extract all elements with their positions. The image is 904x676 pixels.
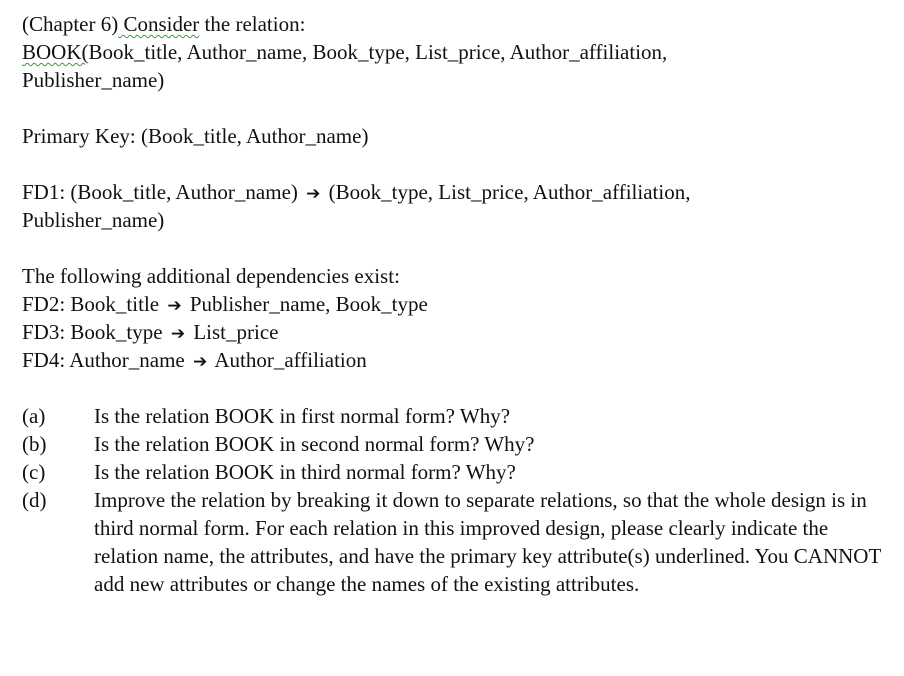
question-item-b (22, 430, 892, 458)
fd2-right: Publisher_name, Book_type (189, 292, 428, 316)
spacer (22, 374, 892, 402)
document-body (22, 10, 892, 598)
intro-line-3: Publisher_name) (22, 68, 165, 92)
fd4-left: FD4: Author_name (22, 348, 185, 372)
question-text: Is the relation BOOK in third normal form? Why? (94, 460, 516, 484)
spellcheck-word-consider: Consider (118, 12, 200, 36)
additional-heading: The following additional dependencies exist: (22, 264, 400, 288)
fd1-right: (Book_type, List_price, Author_affiliation, (328, 180, 691, 204)
chapter-ref: (Chapter 6) (22, 12, 119, 36)
intro-line-1-suffix: the relation: (199, 12, 306, 36)
fd1-line-2: Publisher_name) (22, 208, 165, 232)
arrow-right-icon: ➔ (167, 296, 182, 316)
spellcheck-word-book: BOOK( (22, 40, 89, 64)
question-label: (a) (22, 404, 46, 428)
fd1-line-1 (22, 178, 892, 206)
spacer (22, 234, 892, 262)
fd3-left: FD3: Book_type (22, 320, 163, 344)
fd4-right: Author_affiliation (214, 348, 367, 372)
spacer (22, 150, 892, 178)
fd3-right: List_price (193, 320, 279, 344)
fd4-line (22, 346, 892, 374)
spacer (22, 94, 892, 122)
question-label: (c) (22, 460, 46, 484)
relation-attributes: Book_title, Author_name, Book_type, List_price, Author_affiliation, (88, 40, 668, 64)
question-text: Improve the relation by breaking it down to separate relations, so that the whole design is in third normal form. For each relation in this improved design, please clearly indicate the relation name, the attributes, and have the primary key attribute(s) underlined. You CANNOT add new attributes or change the names of the existing attributes. (94, 488, 881, 596)
fd3-line (22, 318, 892, 346)
fd2-line (22, 290, 892, 318)
arrow-right-icon: ➔ (306, 184, 321, 204)
question-item-d (22, 486, 892, 598)
arrow-right-icon: ➔ (170, 324, 186, 344)
question-item-a (22, 402, 892, 430)
question-list (22, 402, 892, 598)
question-text: Is the relation BOOK in second normal form? Why? (94, 432, 535, 456)
question-label: (b) (22, 432, 47, 456)
intro-line-2 (22, 38, 892, 66)
primary-key-line: Primary Key: (Book_title, Author_name) (22, 124, 369, 148)
intro-line-1 (22, 10, 892, 38)
question-text: Is the relation BOOK in first normal form? Why? (94, 404, 511, 428)
question-item-c (22, 458, 892, 486)
question-label: (d) (22, 488, 47, 512)
arrow-right-icon: ➔ (193, 352, 208, 372)
fd2-left: FD2: Book_title (22, 292, 160, 316)
fd1-left: FD1: (Book_title, Author_name) (22, 180, 298, 204)
